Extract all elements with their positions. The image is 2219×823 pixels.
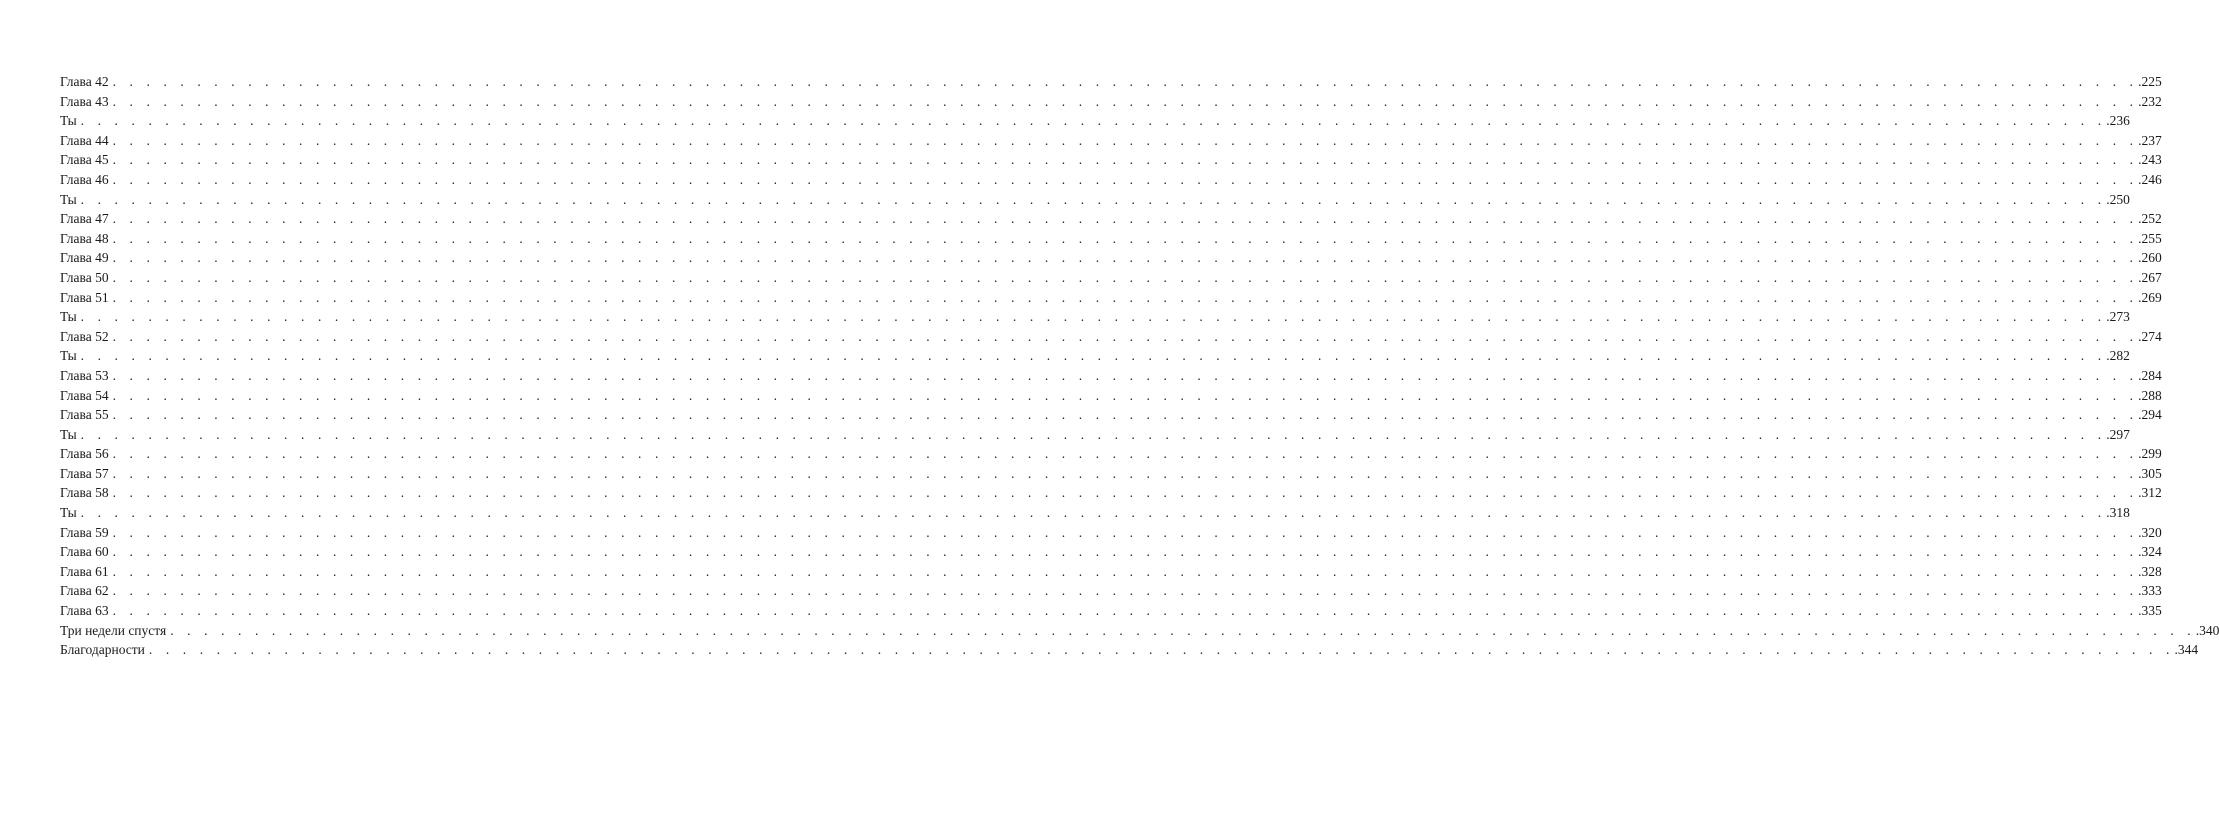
toc-entry[interactable] [60, 131, 2162, 151]
toc-entry-title: Глава 59 [60, 524, 109, 540]
toc-entry[interactable] [60, 425, 2130, 445]
toc-entry-title: Глава 54 [60, 387, 109, 403]
toc-entry[interactable] [60, 621, 2219, 641]
toc-entry-title: Ты [60, 348, 77, 364]
toc-entry-title: Глава 48 [60, 230, 109, 246]
toc-entry-title: Глава 52 [60, 328, 109, 344]
toc-dot-leader: . . . . . . . . . . . . . . . . . . . . . . . . . . . . . . . . . . . . . . . . . . . . . . . . . . . . . . . . . . . . . . . . . . . . . . . . . . . . . . . . . . . . . . . . . . . . . . . . . . . . . . . . . . . . . . . . . . . . . . . . [80, 426, 2107, 442]
toc-entry-title: Глава 49 [60, 250, 109, 266]
toc-entry-page-number: .324 [2138, 544, 2162, 560]
toc-entry[interactable] [60, 72, 2162, 92]
toc-dot-leader: . . . . . . . . . . . . . . . . . . . . . . . . . . . . . . . . . . . . . . . . . . . . . . . . . . . . . . . . . . . . . . . . . . . . . . . . . . . . . . . . . . . . . . . . . . . . . . . . . . . . . . . . . . . . . . . . . . . . . . . . [112, 387, 2139, 403]
toc-dot-leader: . . . . . . . . . . . . . . . . . . . . . . . . . . . . . . . . . . . . . . . . . . . . . . . . . . . . . . . . . . . . . . . . . . . . . . . . . . . . . . . . . . . . . . . . . . . . . . . . . . . . . . . . . . . . . . . . . . . . . . . . [112, 583, 2139, 599]
toc-entry-title: Глава 60 [60, 544, 109, 560]
toc-entry-page-number: .297 [2106, 426, 2130, 442]
toc-entry-page-number: .250 [2106, 191, 2130, 207]
toc-entry-title: Глава 62 [60, 583, 109, 599]
toc-dot-leader: . . . . . . . . . . . . . . . . . . . . . . . . . . . . . . . . . . . . . . . . . . . . . . . . . . . . . . . . . . . . . . . . . . . . . . . . . . . . . . . . . . . . . . . . . . . . . . . . . . . . . . . . . . . . . . . . . . . . . . . . [112, 93, 2139, 109]
toc-dot-leader: . . . . . . . . . . . . . . . . . . . . . . . . . . . . . . . . . . . . . . . . . . . . . . . . . . . . . . . . . . . . . . . . . . . . . . . . . . . . . . . . . . . . . . . . . . . . . . . . . . . . . . . . . . . . . . . . . . . . . . . . [112, 367, 2139, 383]
toc-entry[interactable] [60, 366, 2162, 386]
toc-dot-leader: . . . . . . . . . . . . . . . . . . . . . . . . . . . . . . . . . . . . . . . . . . . . . . . . . . . . . . . . . . . . . . . . . . . . . . . . . . . . . . . . . . . . . . . . . . . . . . . . . . . . . . . . . . . . . . . . . . . . . . . . [112, 171, 2139, 187]
toc-dot-leader: . . . . . . . . . . . . . . . . . . . . . . . . . . . . . . . . . . . . . . . . . . . . . . . . . . . . . . . . . . . . . . . . . . . . . . . . . . . . . . . . . . . . . . . . . . . . . . . . . . . . . . . . . . . . . . . . . . . . . . . . [112, 250, 2139, 266]
toc-entry-page-number: .340 [2195, 622, 2219, 638]
toc-entry-page-number: .252 [2138, 211, 2162, 227]
toc-dot-leader: . . . . . . . . . . . . . . . . . . . . . . . . . . . . . . . . . . . . . . . . . . . . . . . . . . . . . . . . . . . . . . . . . . . . . . . . . . . . . . . . . . . . . . . . . . . . . . . . . . . . . . . . . . . . . . . . . . . . . . . . [170, 622, 2196, 638]
toc-entry-page-number: .246 [2138, 171, 2162, 187]
toc-entry-title: Глава 50 [60, 269, 109, 285]
toc-entry-title: Глава 42 [60, 74, 109, 89]
toc-dot-leader: . . . . . . . . . . . . . . . . . . . . . . . . . . . . . . . . . . . . . . . . . . . . . . . . . . . . . . . . . . . . . . . . . . . . . . . . . . . . . . . . . . . . . . . . . . . . . . . . . . . . . . . . . . . . . . . . . . . . . . . . [112, 152, 2139, 168]
toc-entry[interactable] [60, 405, 2162, 425]
table-of-contents [60, 72, 2219, 660]
toc-entry-title: Глава 47 [60, 211, 109, 227]
toc-entry-title: Три недели спустя [60, 622, 167, 638]
toc-entry-page-number: .237 [2138, 132, 2162, 148]
toc-entry-title: Благодарности [60, 642, 145, 658]
toc-entry-title: Ты [60, 191, 77, 207]
toc-entry-page-number: .274 [2138, 328, 2162, 344]
toc-entry-title: Глава 55 [60, 407, 109, 423]
toc-entry[interactable] [60, 483, 2162, 503]
toc-entry-page-number: .284 [2138, 367, 2162, 383]
toc-entry-page-number: .243 [2138, 152, 2162, 168]
toc-dot-leader: . . . . . . . . . . . . . . . . . . . . . . . . . . . . . . . . . . . . . . . . . . . . . . . . . . . . . . . . . . . . . . . . . . . . . . . . . . . . . . . . . . . . . . . . . . . . . . . . . . . . . . . . . . . . . . . . . . . . . . . . [112, 603, 2139, 619]
toc-entry[interactable] [60, 523, 2162, 543]
toc-entry-title: Ты [60, 505, 77, 521]
toc-entry-page-number: .273 [2106, 309, 2130, 325]
toc-dot-leader: . . . . . . . . . . . . . . . . . . . . . . . . . . . . . . . . . . . . . . . . . . . . . . . . . . . . . . . . . . . . . . . . . . . . . . . . . . . . . . . . . . . . . . . . . . . . . . . . . . . . . . . . . . . . . . . . . . . . . . . . [112, 328, 2139, 344]
toc-entry[interactable] [60, 288, 2162, 308]
toc-entry[interactable] [60, 209, 2162, 229]
toc-entry[interactable] [60, 190, 2130, 210]
toc-entry[interactable] [60, 150, 2162, 170]
toc-entry[interactable] [60, 92, 2162, 112]
toc-dot-leader: . . . . . . . . . . . . . . . . . . . . . . . . . . . . . . . . . . . . . . . . . . . . . . . . . . . . . . . . . . . . . . . . . . . . . . . . . . . . . . . . . . . . . . . . . . . . . . . . . . . . . . . . . . . . . . . . . . . . . . . . [112, 74, 2139, 89]
toc-entry[interactable] [60, 111, 2130, 131]
toc-entry-title: Глава 53 [60, 367, 109, 383]
toc-entry[interactable] [60, 248, 2162, 268]
toc-entry[interactable] [60, 346, 2130, 366]
toc-entry-page-number: .318 [2106, 505, 2130, 521]
toc-dot-leader: . . . . . . . . . . . . . . . . . . . . . . . . . . . . . . . . . . . . . . . . . . . . . . . . . . . . . . . . . . . . . . . . . . . . . . . . . . . . . . . . . . . . . . . . . . . . . . . . . . . . . . . . . . . . . . . . . . . . . . . . [112, 446, 2139, 462]
toc-entry-title: Глава 58 [60, 485, 109, 501]
toc-dot-leader: . . . . . . . . . . . . . . . . . . . . . . . . . . . . . . . . . . . . . . . . . . . . . . . . . . . . . . . . . . . . . . . . . . . . . . . . . . . . . . . . . . . . . . . . . . . . . . . . . . . . . . . . . . . . . . . . . . . . . . . . [80, 309, 2107, 325]
toc-dot-leader: . . . . . . . . . . . . . . . . . . . . . . . . . . . . . . . . . . . . . . . . . . . . . . . . . . . . . . . . . . . . . . . . . . . . . . . . . . . . . . . . . . . . . . . . . . . . . . . . . . . . . . . . . . . . . . . . . . . . . . . . [112, 563, 2139, 579]
toc-entry[interactable] [60, 601, 2162, 621]
toc-entry-page-number: .282 [2106, 348, 2130, 364]
toc-dot-leader: . . . . . . . . . . . . . . . . . . . . . . . . . . . . . . . . . . . . . . . . . . . . . . . . . . . . . . . . . . . . . . . . . . . . . . . . . . . . . . . . . . . . . . . . . . . . . . . . . . . . . . . . . . . . . . . . . . . . . . . . [112, 485, 2139, 501]
toc-entry-page-number: .267 [2138, 269, 2162, 285]
toc-dot-leader: . . . . . . . . . . . . . . . . . . . . . . . . . . . . . . . . . . . . . . . . . . . . . . . . . . . . . . . . . . . . . . . . . . . . . . . . . . . . . . . . . . . . . . . . . . . . . . . . . . . . . . . . . . . . . . . . . . . . . . . . [80, 191, 2107, 207]
toc-entry-title: Глава 51 [60, 289, 109, 305]
toc-entry[interactable] [60, 268, 2162, 288]
toc-entry-page-number: .255 [2138, 230, 2162, 246]
toc-entry-page-number: .236 [2106, 113, 2130, 129]
toc-entry-page-number: .269 [2138, 289, 2162, 305]
toc-entry[interactable] [60, 464, 2162, 484]
toc-entry-title: Глава 61 [60, 563, 109, 579]
toc-dot-leader: . . . . . . . . . . . . . . . . . . . . . . . . . . . . . . . . . . . . . . . . . . . . . . . . . . . . . . . . . . . . . . . . . . . . . . . . . . . . . . . . . . . . . . . . . . . . . . . . . . . . . . . . . . . . . . . . . . . . . . . . [112, 407, 2139, 423]
toc-entry-title: Глава 56 [60, 446, 109, 462]
toc-entry-title: Глава 57 [60, 465, 109, 481]
toc-entry[interactable] [60, 327, 2162, 347]
toc-entry[interactable] [60, 386, 2162, 406]
toc-dot-leader: . . . . . . . . . . . . . . . . . . . . . . . . . . . . . . . . . . . . . . . . . . . . . . . . . . . . . . . . . . . . . . . . . . . . . . . . . . . . . . . . . . . . . . . . . . . . . . . . . . . . . . . . . . . . . . . . . . . . . . . . [112, 211, 2139, 227]
toc-dot-leader: . . . . . . . . . . . . . . . . . . . . . . . . . . . . . . . . . . . . . . . . . . . . . . . . . . . . . . . . . . . . . . . . . . . . . . . . . . . . . . . . . . . . . . . . . . . . . . . . . . . . . . . . . . . . . . . . . . . . . . . . [112, 230, 2139, 246]
toc-entry-page-number: .305 [2138, 465, 2162, 481]
toc-entry-title: Глава 63 [60, 603, 109, 619]
toc-entry[interactable] [60, 307, 2130, 327]
toc-entry-page-number: .333 [2138, 583, 2162, 599]
toc-dot-leader: . . . . . . . . . . . . . . . . . . . . . . . . . . . . . . . . . . . . . . . . . . . . . . . . . . . . . . . . . . . . . . . . . . . . . . . . . . . . . . . . . . . . . . . . . . . . . . . . . . . . . . . . . . . . . . . . . . . . . . . . [112, 132, 2139, 148]
toc-dot-leader: . . . . . . . . . . . . . . . . . . . . . . . . . . . . . . . . . . . . . . . . . . . . . . . . . . . . . . . . . . . . . . . . . . . . . . . . . . . . . . . . . . . . . . . . . . . . . . . . . . . . . . . . . . . . . . . . . . . . . . . . [148, 642, 2175, 658]
toc-dot-leader: . . . . . . . . . . . . . . . . . . . . . . . . . . . . . . . . . . . . . . . . . . . . . . . . . . . . . . . . . . . . . . . . . . . . . . . . . . . . . . . . . . . . . . . . . . . . . . . . . . . . . . . . . . . . . . . . . . . . . . . . [112, 524, 2139, 540]
toc-entry[interactable] [60, 503, 2130, 523]
toc-entry[interactable] [60, 444, 2162, 464]
toc-dot-leader: . . . . . . . . . . . . . . . . . . . . . . . . . . . . . . . . . . . . . . . . . . . . . . . . . . . . . . . . . . . . . . . . . . . . . . . . . . . . . . . . . . . . . . . . . . . . . . . . . . . . . . . . . . . . . . . . . . . . . . . . [80, 505, 2107, 521]
toc-dot-leader: . . . . . . . . . . . . . . . . . . . . . . . . . . . . . . . . . . . . . . . . . . . . . . . . . . . . . . . . . . . . . . . . . . . . . . . . . . . . . . . . . . . . . . . . . . . . . . . . . . . . . . . . . . . . . . . . . . . . . . . . [112, 289, 2139, 305]
toc-entry-page-number: .312 [2138, 485, 2162, 501]
toc-entry-title: Глава 46 [60, 171, 109, 187]
toc-entry[interactable] [60, 170, 2162, 190]
toc-entry-title: Ты [60, 113, 77, 129]
toc-entry-title: Глава 44 [60, 132, 109, 148]
toc-dot-leader: . . . . . . . . . . . . . . . . . . . . . . . . . . . . . . . . . . . . . . . . . . . . . . . . . . . . . . . . . . . . . . . . . . . . . . . . . . . . . . . . . . . . . . . . . . . . . . . . . . . . . . . . . . . . . . . . . . . . . . . . [80, 113, 2107, 129]
toc-entry[interactable] [60, 542, 2162, 562]
toc-dot-leader: . . . . . . . . . . . . . . . . . . . . . . . . . . . . . . . . . . . . . . . . . . . . . . . . . . . . . . . . . . . . . . . . . . . . . . . . . . . . . . . . . . . . . . . . . . . . . . . . . . . . . . . . . . . . . . . . . . . . . . . . [112, 544, 2139, 560]
toc-entry[interactable] [60, 229, 2162, 249]
toc-entry-title: Ты [60, 309, 77, 325]
toc-entry[interactable] [60, 581, 2162, 601]
toc-entry-title: Ты [60, 426, 77, 442]
toc-dot-leader: . . . . . . . . . . . . . . . . . . . . . . . . . . . . . . . . . . . . . . . . . . . . . . . . . . . . . . . . . . . . . . . . . . . . . . . . . . . . . . . . . . . . . . . . . . . . . . . . . . . . . . . . . . . . . . . . . . . . . . . . [80, 348, 2107, 364]
toc-entry-page-number: .288 [2138, 387, 2162, 403]
toc-entry-title: Глава 45 [60, 152, 109, 168]
toc-entry-page-number: .294 [2138, 407, 2162, 423]
toc-dot-leader: . . . . . . . . . . . . . . . . . . . . . . . . . . . . . . . . . . . . . . . . . . . . . . . . . . . . . . . . . . . . . . . . . . . . . . . . . . . . . . . . . . . . . . . . . . . . . . . . . . . . . . . . . . . . . . . . . . . . . . . . [112, 465, 2139, 481]
toc-dot-leader: . . . . . . . . . . . . . . . . . . . . . . . . . . . . . . . . . . . . . . . . . . . . . . . . . . . . . . . . . . . . . . . . . . . . . . . . . . . . . . . . . . . . . . . . . . . . . . . . . . . . . . . . . . . . . . . . . . . . . . . . [112, 269, 2139, 285]
toc-entry-page-number: .232 [2138, 93, 2162, 109]
toc-entry-page-number: .320 [2138, 524, 2162, 540]
toc-entry-page-number: .299 [2138, 446, 2162, 462]
toc-entry-title: Глава 43 [60, 93, 109, 109]
toc-entry-page-number: .225 [2138, 74, 2162, 89]
toc-entry-page-number: .335 [2138, 603, 2162, 619]
toc-entry-page-number: .328 [2138, 563, 2162, 579]
toc-entry-page-number: .260 [2138, 250, 2162, 266]
toc-entry-page-number: .344 [2174, 642, 2199, 658]
toc-entry[interactable] [60, 640, 2199, 660]
toc-entry[interactable] [60, 562, 2162, 582]
